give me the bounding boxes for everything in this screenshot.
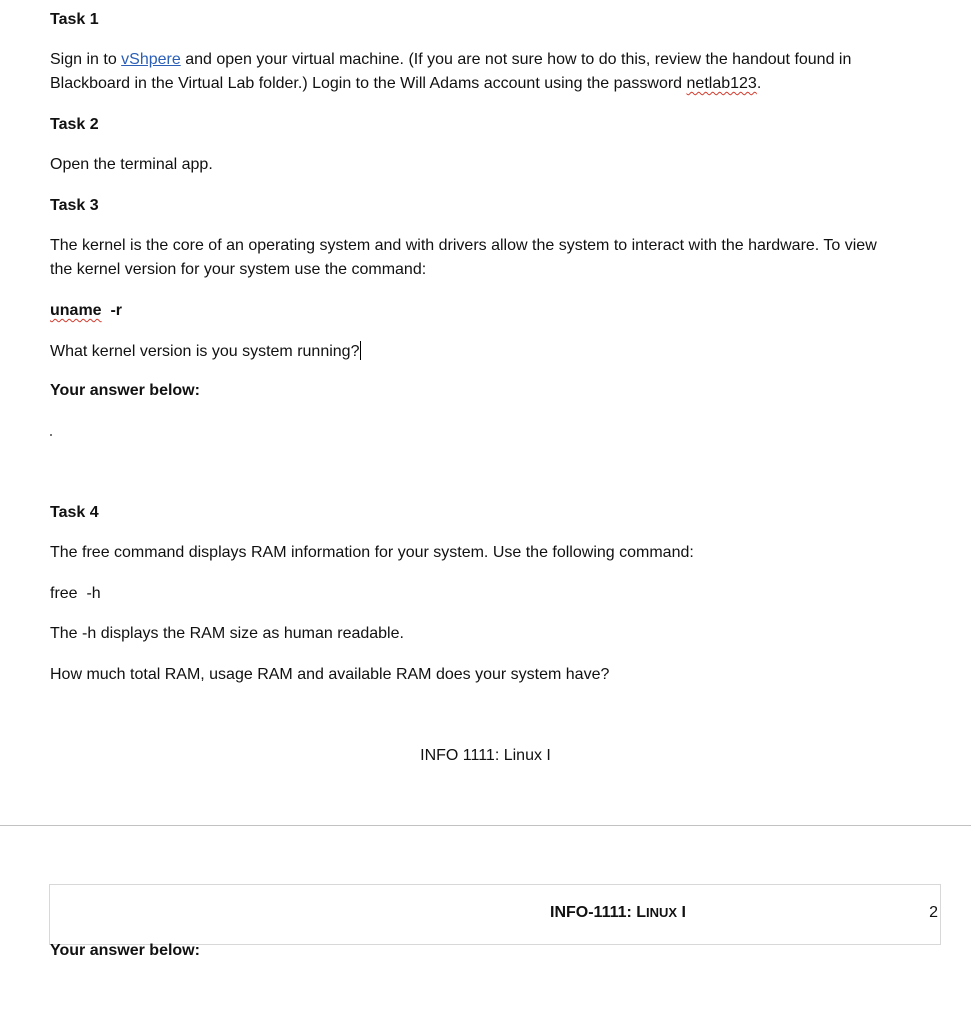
task1-paragraph-line2 xyxy=(50,74,761,94)
task4-command: free -h xyxy=(50,585,101,602)
task2-text: Open the terminal app. xyxy=(50,156,213,173)
task3-question-text: What kernel version is you system running? xyxy=(50,343,360,360)
page-header[interactable] xyxy=(49,884,941,945)
task3-paragraph-line1: The kernel is the core of an operating system and with drivers allow the system to interact with the hardware. To view xyxy=(50,237,877,254)
command-uname: uname xyxy=(50,302,102,319)
page-footer: INFO 1111: Linux I xyxy=(420,747,551,764)
header-title-main: INFO-1111: L xyxy=(550,904,647,921)
task1-paragraph-line1 xyxy=(50,50,851,70)
header-title-smallcaps: INUX xyxy=(646,905,678,920)
task3-command xyxy=(50,301,122,321)
task4-heading: Task 4 xyxy=(50,504,99,521)
task4-text1: The free command displays RAM information for your system. Use the following command: xyxy=(50,544,694,561)
task2-heading: Task 2 xyxy=(50,116,99,133)
password-text: netlab123 xyxy=(686,75,757,92)
header-title xyxy=(550,903,686,923)
task1-line2-post: . xyxy=(756,75,762,92)
task1-heading: Task 1 xyxy=(50,11,99,28)
task1-line1-post: and open your virtual machine. (If you are not sure how to do this, review the handout found in xyxy=(180,51,852,68)
header-title-end: I xyxy=(677,904,686,921)
task3-answer-label: Your answer below: xyxy=(50,382,200,399)
text-cursor xyxy=(360,341,361,360)
task3-paragraph-line2: the kernel version for your system use the command: xyxy=(50,261,427,278)
task3-heading: Task 3 xyxy=(50,197,99,214)
page-number: 2 xyxy=(929,904,938,921)
command-flag: -r xyxy=(110,302,123,319)
task4-question: How much total RAM, usage RAM and available RAM does your system have? xyxy=(50,666,610,683)
answer-placeholder-dot xyxy=(50,434,52,436)
task4-text2: The -h displays the RAM size as human readable. xyxy=(50,625,404,642)
task1-line1-pre: Sign in to xyxy=(50,51,122,68)
vsphere-link[interactable]: vShpere xyxy=(121,51,181,68)
page2-answer-label: Your answer below: xyxy=(50,942,200,959)
task3-question[interactable] xyxy=(50,341,361,362)
task1-line2-pre: Blackboard in the Virtual Lab folder.) Login to the Will Adams account using the password xyxy=(50,75,687,92)
